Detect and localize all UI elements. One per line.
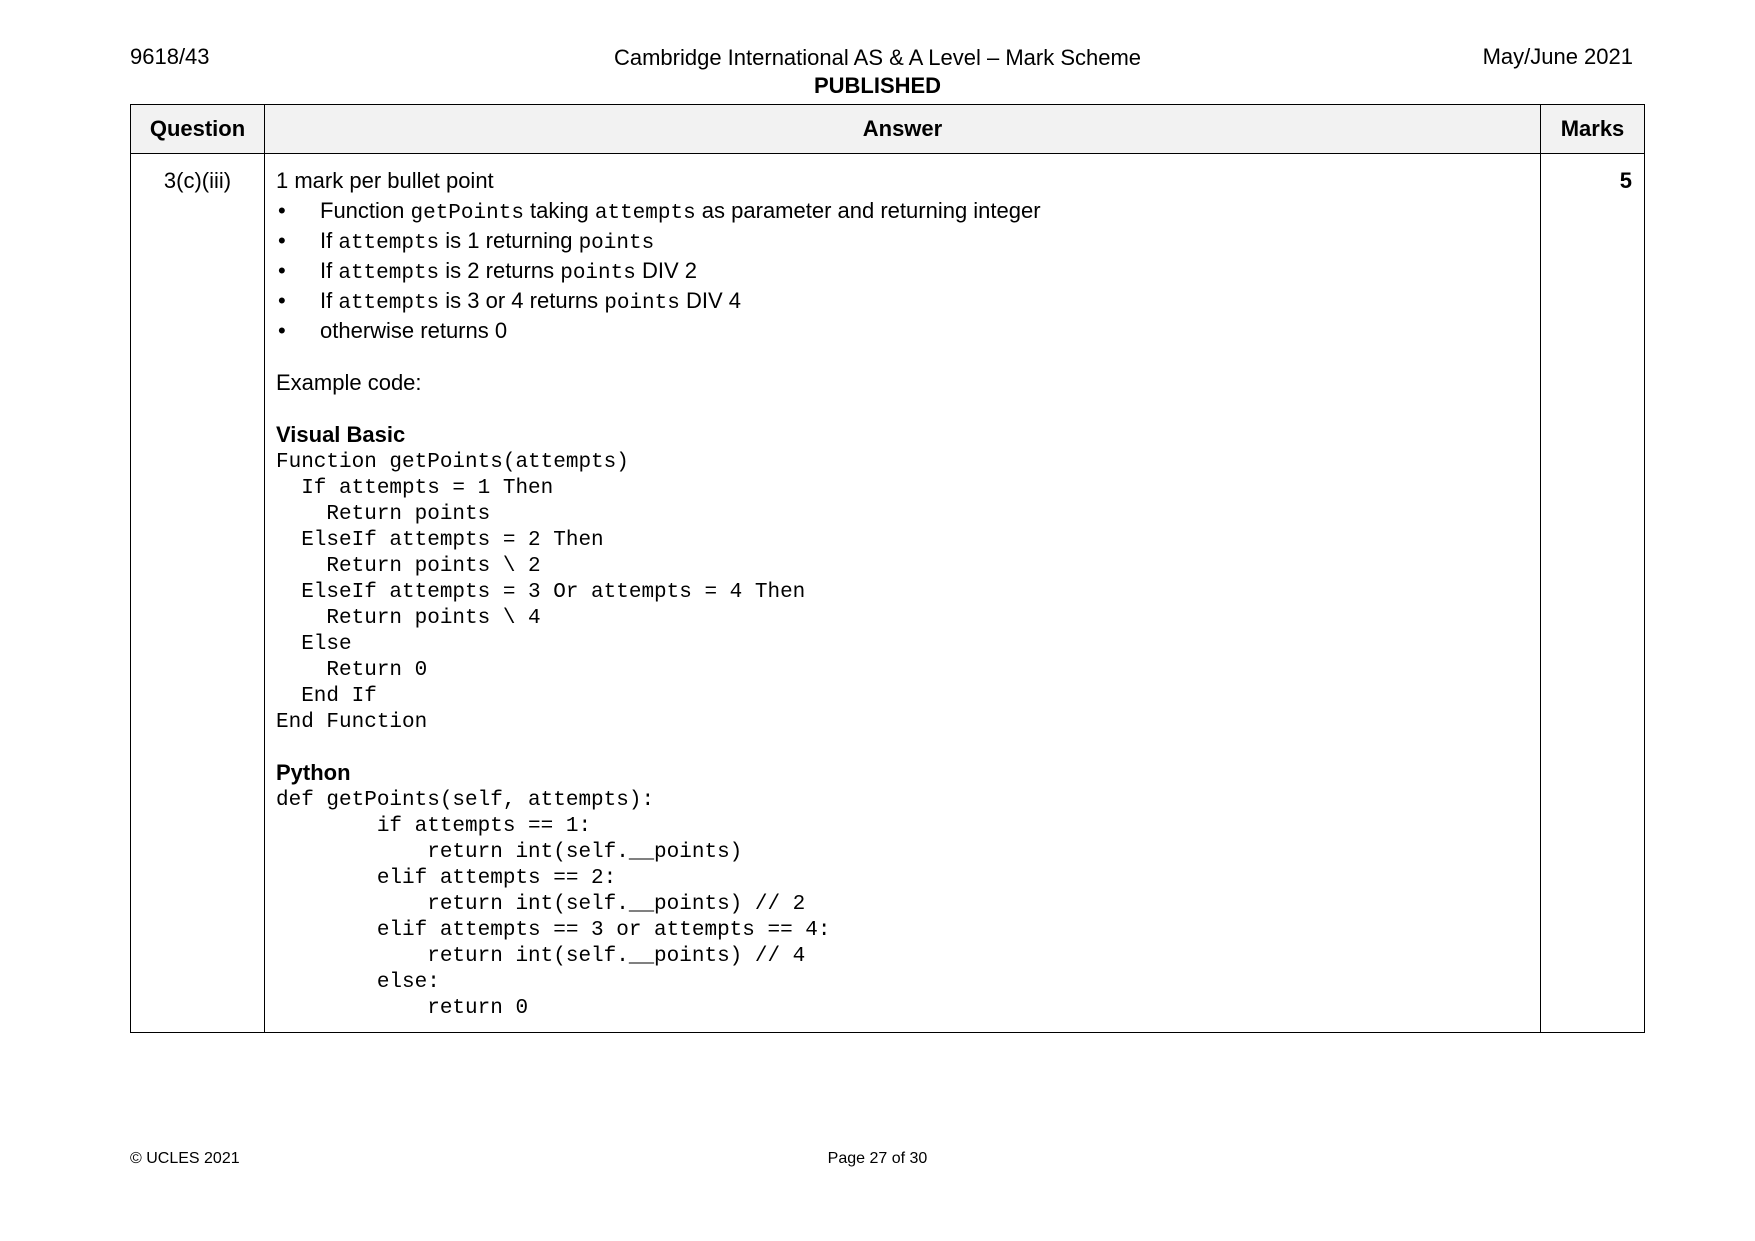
mark-scheme-table <box>130 104 1645 1033</box>
point-text: If <box>320 258 339 283</box>
point-text: is 1 returning <box>439 228 579 253</box>
bullet-icon: • <box>278 258 286 283</box>
point-text: is 3 or 4 returns <box>439 288 605 313</box>
python-code: def getPoints(self, attempts): if attempts == 1: return int(self.__points) elif attempts == 2: return int(self.__points) // 2 elif attempts == 3 or attempts == 4: return int(self.__points) // 4 else: return 0 <box>276 789 831 1020</box>
paper-code: 9618/43 <box>130 44 210 69</box>
answer-cell <box>265 154 1541 1033</box>
marking-instruction: 1 mark per bullet point <box>276 168 494 193</box>
bullet-icon: • <box>278 228 286 253</box>
marking-point <box>276 316 1530 346</box>
marking-point <box>276 256 1530 286</box>
marking-points-list <box>276 196 1530 346</box>
point-text: as parameter and returning integer <box>695 198 1041 223</box>
marks-header: Marks <box>1541 105 1645 154</box>
table-row <box>131 154 1645 1033</box>
exam-session: May/June 2021 <box>1482 44 1633 69</box>
question-number: 3(c)(iii) <box>131 154 265 1033</box>
point-text: otherwise returns 0 <box>320 318 508 343</box>
point-text: is 2 returns <box>439 258 561 283</box>
point-text: DIV 4 <box>679 288 742 313</box>
code-identifier: points <box>604 292 680 315</box>
table-header-row <box>131 105 1645 154</box>
answer-header: Answer <box>265 105 1541 154</box>
marking-point <box>276 226 1530 256</box>
point-text: Function <box>320 198 411 223</box>
code-identifier: attempts <box>594 202 696 225</box>
bullet-icon: • <box>278 318 286 343</box>
visual-basic-heading: Visual Basic <box>276 422 406 447</box>
point-text: If <box>320 228 339 253</box>
python-heading: Python <box>276 760 351 785</box>
page-number: Page 27 of 30 <box>827 1150 928 1167</box>
code-identifier: getPoints <box>410 202 524 225</box>
visual-basic-code: Function getPoints(attempts) If attempts = 1 Then Return points ElseIf attempts = 2 Then Return points \ 2 ElseIf attempts = 3 Or attempts = 4 Then Return points \ 4 Else Return 0 End If End Function <box>276 451 806 734</box>
copyright: © UCLES 2021 <box>130 1150 240 1167</box>
marks-value: 5 <box>1541 154 1645 1033</box>
code-identifier: attempts <box>338 262 440 285</box>
marking-point <box>276 286 1530 316</box>
bullet-icon: • <box>278 288 286 313</box>
code-identifier: attempts <box>338 292 440 315</box>
point-text: taking <box>523 198 595 223</box>
code-identifier: attempts <box>338 232 440 255</box>
example-code-label: Example code: <box>276 370 422 395</box>
point-text: DIV 2 <box>635 258 697 283</box>
code-identifier: points <box>560 262 636 285</box>
bullet-icon: • <box>278 198 286 223</box>
code-identifier: points <box>578 232 655 255</box>
point-text: If <box>320 288 339 313</box>
marking-point <box>276 196 1530 226</box>
question-header: Question <box>131 105 265 154</box>
published-label: PUBLISHED <box>813 73 942 98</box>
mark-scheme-title: Cambridge International AS & A Level – Mark Scheme <box>613 45 1142 70</box>
